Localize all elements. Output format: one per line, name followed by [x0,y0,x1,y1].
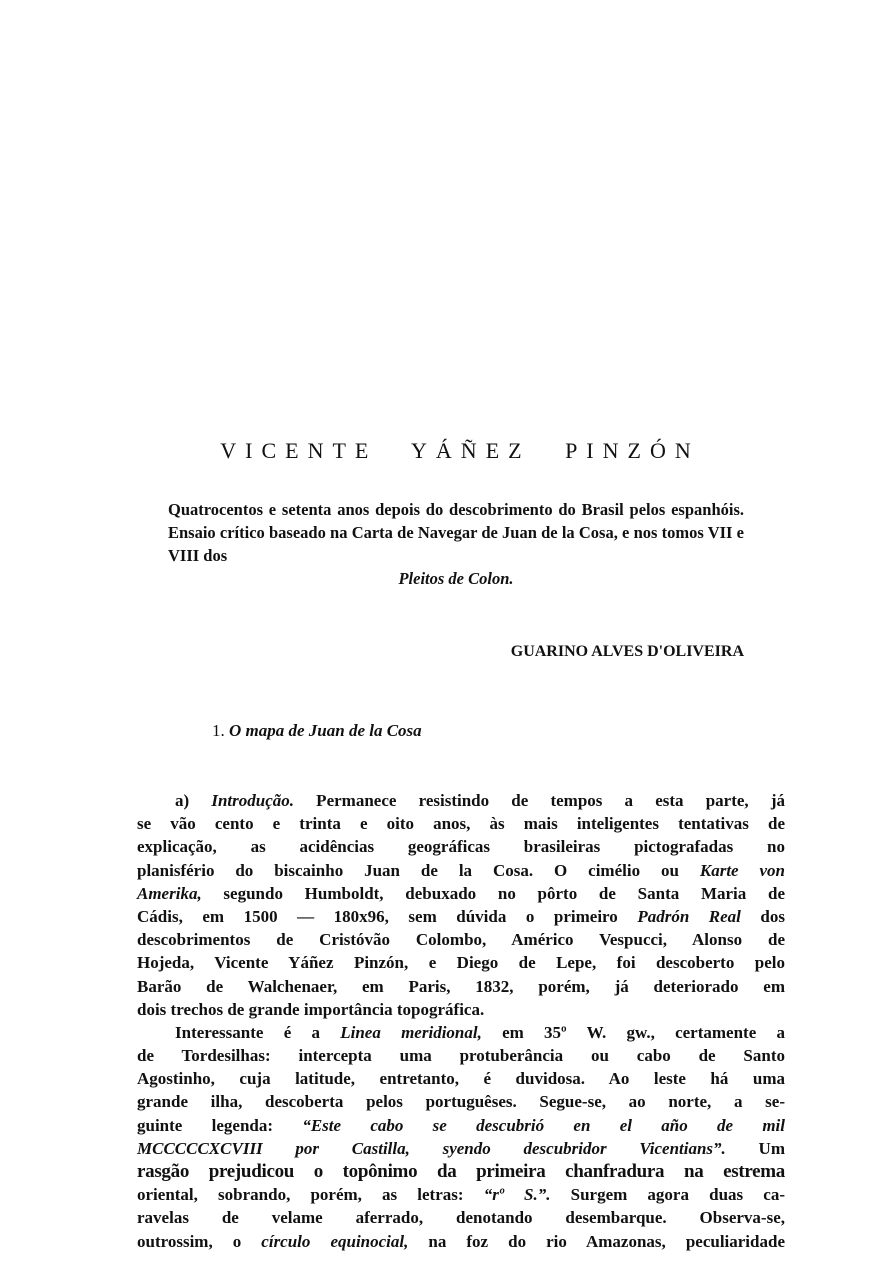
text-line: de Tordesilhas: intercepta uma protuberância ou cabo de Santo [137,1046,785,1066]
text-line: oriental, sobrando, porém, as letras: “rº S.”. Surgem agora duas ca- [137,1185,785,1205]
text-line: descobrimentos de Cristóvão Colombo, Américo Vespucci, Alonso de [137,930,785,950]
text-line: MCCCCCXCVIII por Castilla, syendo descubridor Vicentians”. Um [137,1138,785,1158]
text-line: outrossim, o círculo equinocial, na foz do rio Amazonas, peculiaridade [137,1231,785,1251]
text-line: grande ilha, descoberta pelos portuguêses. Segue-se, ao norte, a se- [137,1092,785,1112]
text-line: Amerika, segundo Humboldt, debuxado no pôrto de Santa Maria de [137,883,785,903]
text-line: Cádis, em 1500 — 180x96, sem dúvida o primeiro Padrón Real dos [137,906,786,926]
subtitle-text: Quatrocentos e setenta anos depois do descobrimento do Brasil pelos espanhóis. Ensaio crítico baseado na Carta de Navegar de Juan de la Cosa, e nos tomos VII e VIII dos [168,500,744,565]
text-line: rasgão prejudicou o topônimo da primeira chanfradura na estrema [137,1161,785,1182]
subtitle-italic-title: Pleitos de Colon. [398,569,514,588]
section-title: O mapa de Juan de la Cosa [229,721,422,740]
text-line: planisfério do biscainho Juan de la Cosa. O cimélio ou Karte von [137,860,785,880]
author-name: GUARINO ALVES D'OLIVEIRA [510,643,744,660]
text-line: a) Introdução. Permanece resistindo de tempos a esta parte, já [175,791,785,810]
body-text [137,789,785,1253]
text-line: ravelas de velame aferrado, denotando desembarque. Observa-se, [137,1208,785,1228]
text-line: Hojeda, Vicente Yáñez Pinzón, e Diego de Lepe, foi descoberto pelo [137,953,785,973]
article-title: VICENTE YÁÑEZ PINZÓN [220,438,700,463]
article-subtitle [168,498,744,590]
section-number: 1. [212,721,225,740]
text-line: guinte legenda: “Este cabo se descubrió en el año de mil [137,1115,785,1135]
text-line: se vão cento e trinta e oito anos, às mais inteligentes tentativas de [137,814,785,834]
text-line: explicação, as acidências geográficas brasileiras pictografadas no [137,837,785,857]
text-line: Agostinho, cuja latitude, entretanto, é duvidosa. Ao leste há uma [137,1069,785,1089]
text-line: Interessante é a Linea meridional, em 35º W. gw., certamente a [175,1022,785,1042]
section-heading [212,721,422,741]
text-line: dois trechos de grande importância topográfica. [137,999,485,1019]
text-line: Barão de Walchenaer, em Paris, 1832, porém, já deteriorado em [137,976,785,996]
